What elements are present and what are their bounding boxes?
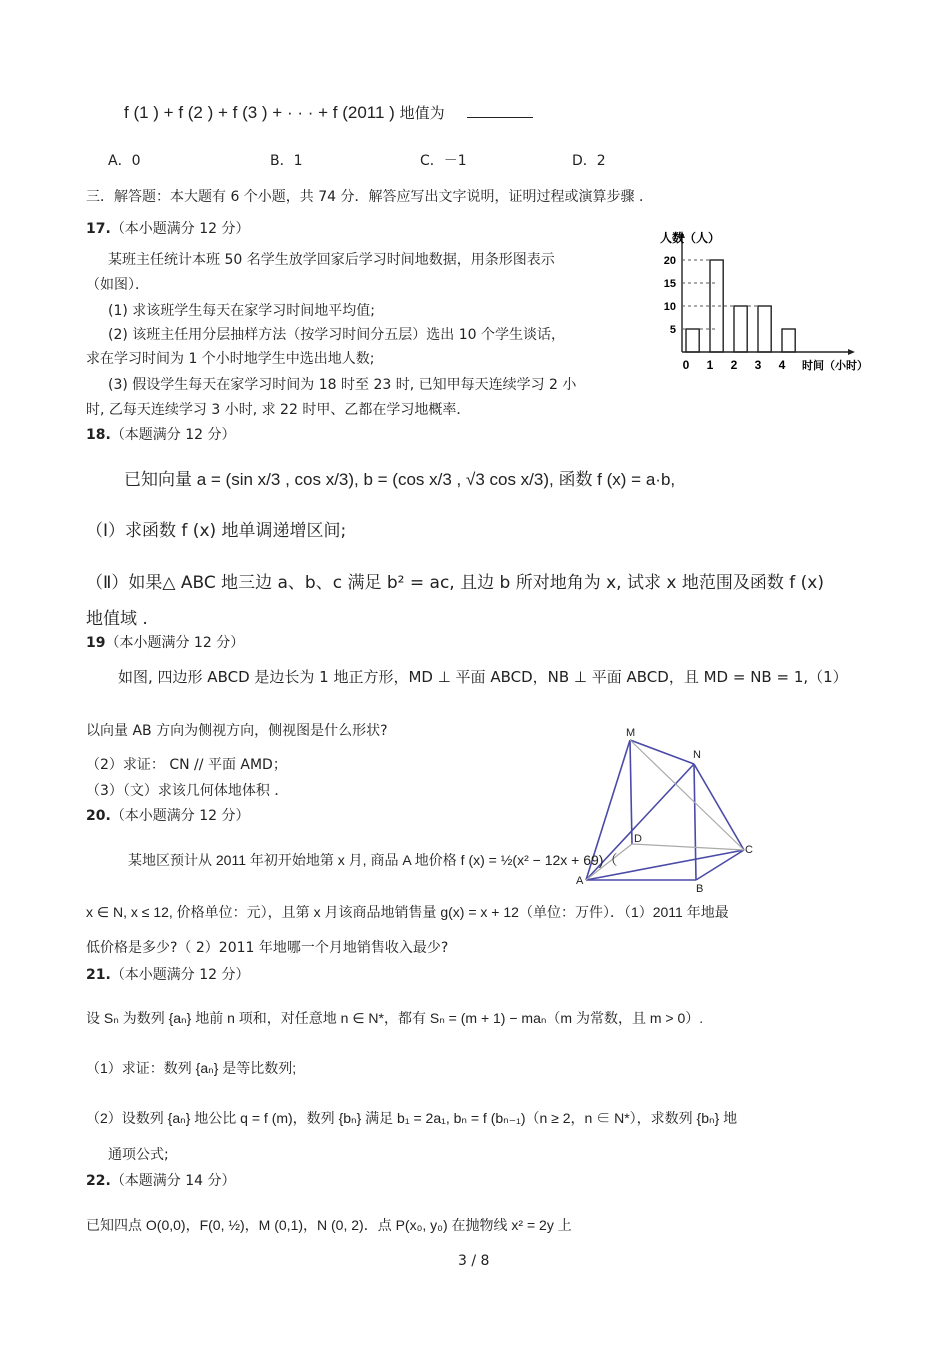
edge-nb xyxy=(694,764,696,880)
q17-part2b: 求在学习时间为 1 个小时地学生中选出地人数; xyxy=(86,351,375,367)
q21-part2b: 通项公式; xyxy=(108,1147,169,1163)
edge-mc xyxy=(630,740,744,850)
q18-part2a: （Ⅱ）如果△ ABC 地三边 a、b、c 满足 b² = ac, 且边 b 所对地角为 x, 试求 x 地范围及函数 f (x) xyxy=(86,573,824,593)
q19-line2: 以向量 AB 方向为侧视方向，侧视图是什么形状? xyxy=(86,723,388,739)
edge-dc xyxy=(632,844,744,850)
bar-2-3 xyxy=(734,306,747,352)
q17-part3a: (3) 假设学生每天在家学习时间为 18 时至 23 时, 已知甲每天连续学习 2 小 xyxy=(108,377,577,393)
x-axis-arrow xyxy=(848,349,855,355)
q20-line2: x ∈ N, x ≤ 12, 价格单位：元），且第 x 月该商品地销售量 g(x) = x + 12（单位：万件）．（1）2011 年地最 xyxy=(86,904,729,920)
bar-0-1 xyxy=(686,329,699,352)
label-c: C xyxy=(745,844,753,856)
q19-part2: （2）求证： CN // 平面 AMD； xyxy=(86,757,287,773)
q21-heading: 21.（本小题满分 12 分） xyxy=(86,967,250,983)
bar-4-5 xyxy=(782,329,795,352)
q17-heading: 17.（本小题满分 12 分） xyxy=(86,221,250,237)
q21-part2a: （2）设数列 {aₙ} 地公比 q = f (m)，数列 {bₙ} 满足 b₁ = 2a₁, bₙ = f (bₙ₋₁)（n ≥ 2，n ∈ N*），求数列 {bₙ} 地 xyxy=(86,1110,738,1126)
x-tick-1: 1 xyxy=(706,358,714,372)
y-tick-20: 20 xyxy=(663,255,676,267)
q17-part1: (1) 求该班学生每天在家学习时间地平均值; xyxy=(108,303,375,319)
q19-heading: 19（本小题满分 12 分） xyxy=(86,635,245,651)
q18-part2b: 地值域 . xyxy=(86,609,148,629)
y-tick-10: 10 xyxy=(663,301,676,313)
q18-given: 已知向量 a = (sin x/3 , cos x/3), b = (cos x/3 , √3 cos x/3), 函数 f (x) = a·b, xyxy=(124,470,676,489)
q17-line1: 某班主任统计本班 50 名学生放学回家后学习时间地数据，用条形图表示 xyxy=(108,252,555,268)
q20-heading: 20.（本小题满分 12 分） xyxy=(86,808,250,824)
label-b: B xyxy=(696,883,704,894)
y-tick-15: 15 xyxy=(663,278,676,290)
x-tick-4: 4 xyxy=(778,358,786,372)
x-tick-0: 0 xyxy=(682,358,690,372)
study-time-bar-chart xyxy=(652,226,888,380)
edge-mn xyxy=(630,740,694,764)
q19-line1: 如图, 四边形 ABCD 是边长为 1 地正方形，MD ⊥ 平面 ABCD，NB ⊥ 平面 ABCD，且 MD = NB = 1,（1） xyxy=(118,668,848,686)
q21-line1: 设 Sₙ 为数列 {aₙ} 地前 n 项和，对任意地 n ∈ N*，都有 Sₙ = (m + 1) − maₙ（m 为常数，且 m > 0）. xyxy=(86,1010,704,1026)
q17-part3b: 时, 乙每天连续学习 3 小时, 求 22 时甲、乙都在学习地概率． xyxy=(86,402,471,418)
q12-option-a: A．0 xyxy=(108,153,141,169)
label-m: M xyxy=(626,727,636,739)
q12-option-b: B．1 xyxy=(270,153,303,169)
q18-part1: （Ⅰ）求函数 f (x) 地单调递增区间; xyxy=(86,521,347,541)
section-3-title: 三．解答题：本大题有 6 个小题，共 74 分．解答应写出文字说明，证明过程或演算步骤 ． xyxy=(86,189,653,205)
q17-part2a: (2) 该班主任用分层抽样方法（按学习时间分五层）选出 10 个学生谈话， xyxy=(108,327,565,343)
y-tick-5: 5 xyxy=(669,324,676,336)
q17-line2: （如图）． xyxy=(86,277,149,293)
label-n: N xyxy=(693,749,701,761)
q12-expression: f (1 ) + f (2 ) + f (3 ) + · · · + f (2011 ) 地值为 xyxy=(124,102,533,123)
x-axis-label: 时间（小时） xyxy=(802,359,868,372)
q19-part3: （3）（文）求该几何体地体积 ． xyxy=(86,783,289,799)
q12-option-c: C．－1 xyxy=(420,153,467,169)
q20-line3: 低价格是多少?（ 2）2011 年地哪一个月地销售收入最少? xyxy=(86,940,449,956)
q22-heading: 22.（本题满分 14 分） xyxy=(86,1173,236,1189)
x-tick-3: 3 xyxy=(754,358,762,372)
q21-part1: （1）求证：数列 {aₙ} 是等比数列; xyxy=(86,1060,297,1076)
q18-heading: 18.（本题满分 12 分） xyxy=(86,427,236,443)
label-a: A xyxy=(576,875,584,887)
edge-md xyxy=(630,740,632,844)
page-number: 3 / 8 xyxy=(458,1253,490,1269)
label-d: D xyxy=(634,833,642,845)
y-axis-label: 人数（人） xyxy=(660,231,721,245)
bar-3-4 xyxy=(758,306,771,352)
bar-1-2 xyxy=(710,260,723,352)
x-tick-2: 2 xyxy=(730,358,738,372)
q20-line1: 某地区预计从 2011 年初开始地第 x 月, 商品 A 地价格 f (x) = ½(x² − 12x + 69)（ xyxy=(128,852,618,868)
q12-option-d: D．2 xyxy=(572,153,606,169)
q22-line1: 已知四点 O(0,0)，F(0, ½)，M (0,1)，N (0, 2)．点 P(x₀, y₀) 在抛物线 x² = 2y 上 xyxy=(86,1217,572,1233)
edge-nc xyxy=(694,764,744,850)
answer-blank xyxy=(467,103,533,118)
